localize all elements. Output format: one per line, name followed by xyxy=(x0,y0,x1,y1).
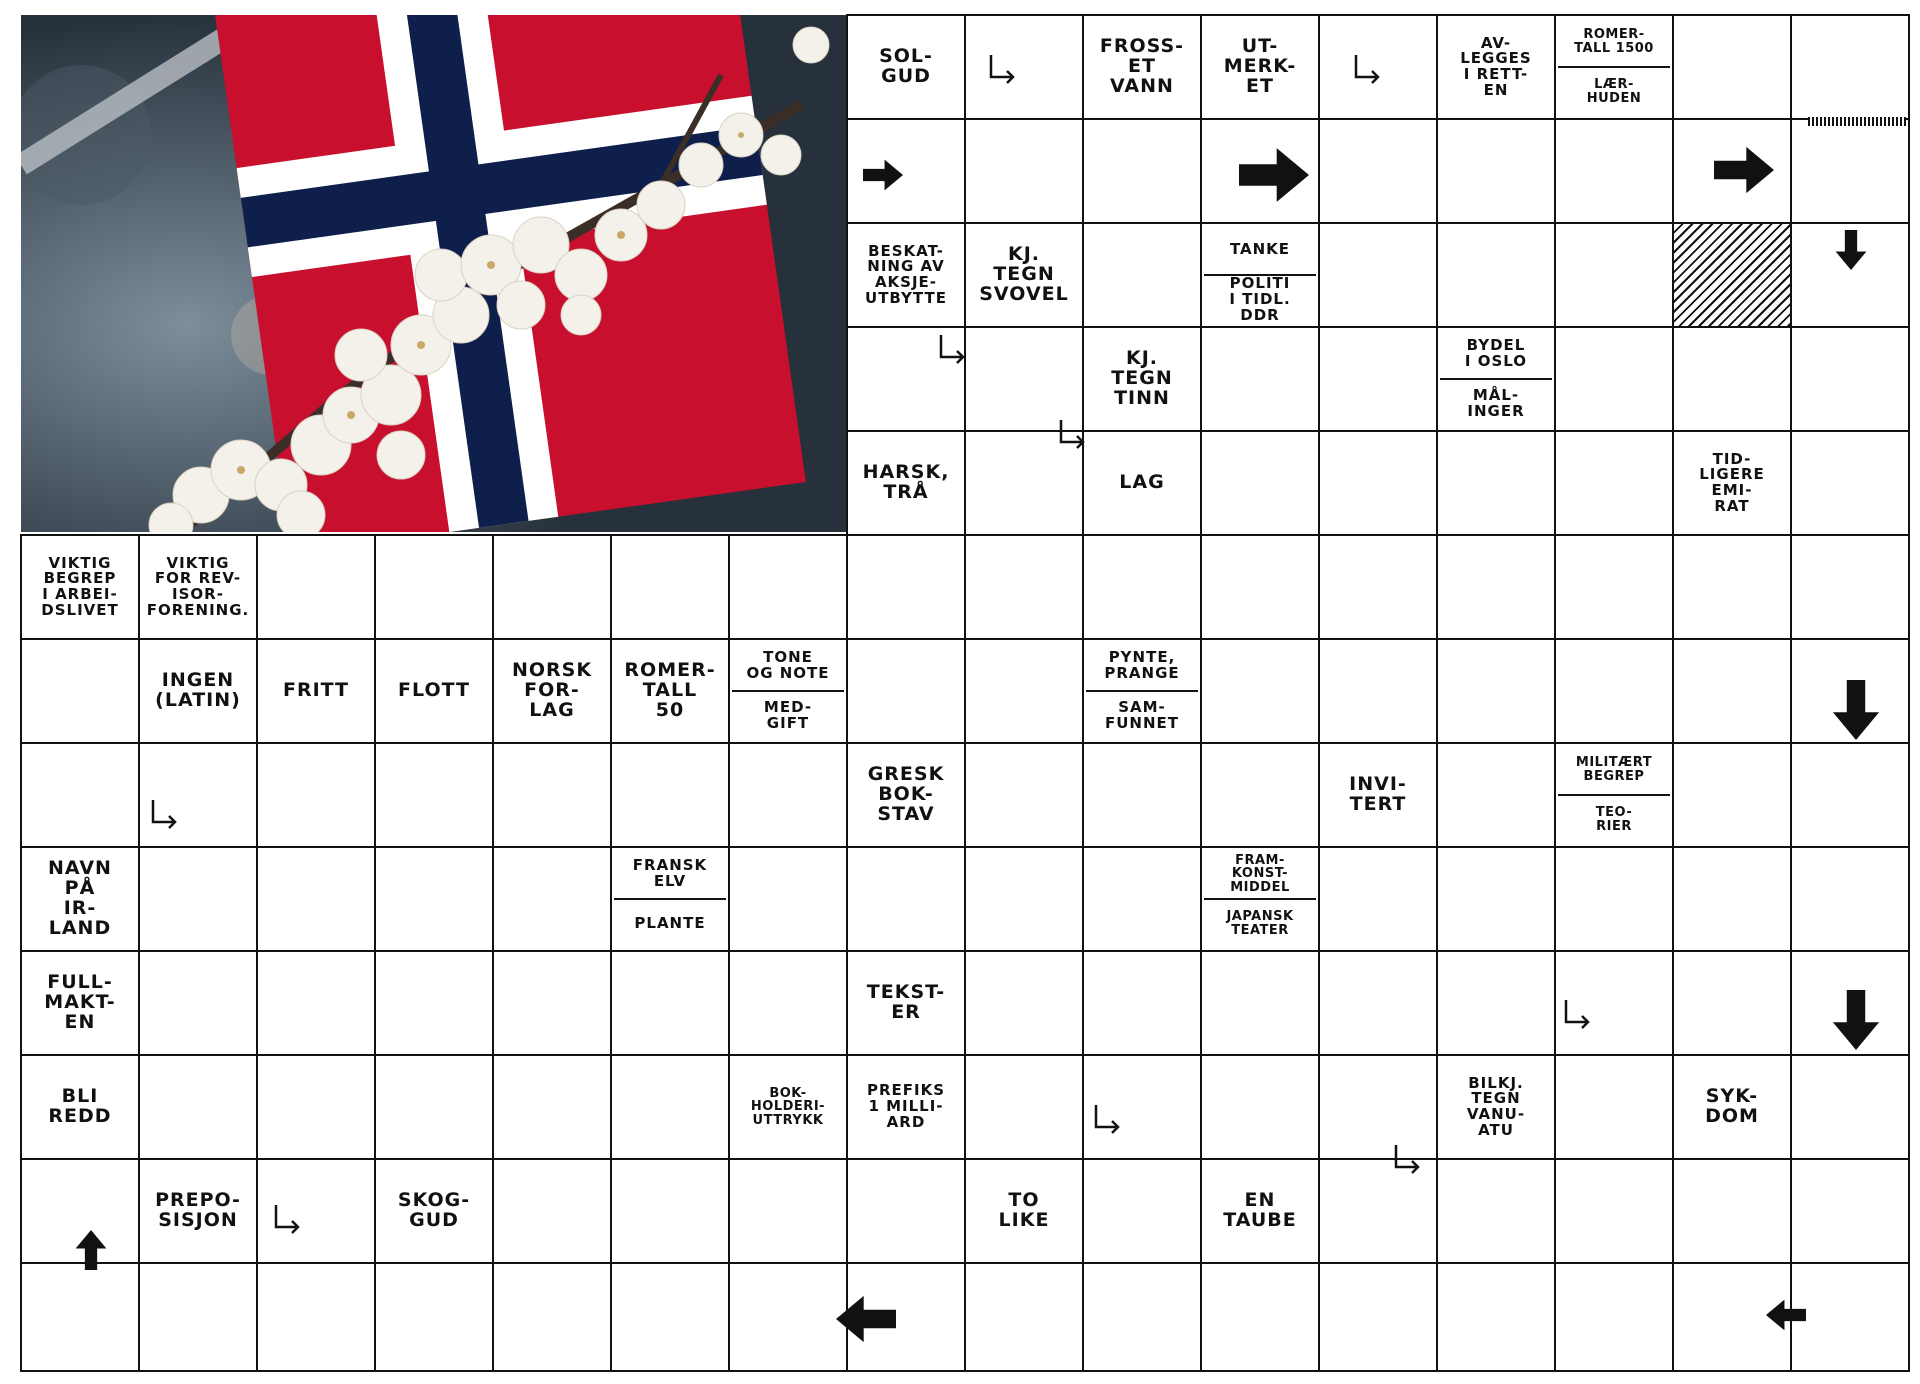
answer-cell[interactable] xyxy=(1082,222,1202,328)
answer-cell[interactable] xyxy=(1790,430,1910,536)
answer-cell[interactable] xyxy=(1436,950,1556,1056)
answer-cell[interactable] xyxy=(1318,534,1438,640)
clue-cell-norsk-forlag xyxy=(492,638,612,744)
bent-arrow-icon xyxy=(276,1205,277,1206)
answer-cell[interactable] xyxy=(138,846,258,952)
answer-cell[interactable] xyxy=(1318,638,1438,744)
answer-cell[interactable] xyxy=(1200,534,1320,640)
answer-cell[interactable] xyxy=(256,1054,376,1160)
answer-cell[interactable] xyxy=(610,742,730,848)
clue-cell-tanke-politi xyxy=(1200,222,1320,328)
clue-text: TID- LIGERE EMI- RAT xyxy=(1699,449,1765,515)
answer-cell[interactable] xyxy=(374,1262,494,1372)
answer-cell[interactable] xyxy=(492,742,612,848)
answer-cell[interactable] xyxy=(964,118,1084,224)
clue-text: TEO- RIER xyxy=(1558,794,1670,844)
answer-cell[interactable] xyxy=(1554,1262,1674,1372)
answer-cell[interactable] xyxy=(1082,1054,1202,1160)
clue-text: GRESK BOK- STAV xyxy=(867,763,945,825)
answer-cell[interactable] xyxy=(1554,1158,1674,1264)
answer-cell[interactable] xyxy=(1436,534,1556,640)
answer-cell[interactable] xyxy=(138,1054,258,1160)
answer-cell[interactable] xyxy=(846,326,966,432)
answer-cell[interactable] xyxy=(20,638,140,744)
answer-cell[interactable] xyxy=(610,1054,730,1160)
answer-cell[interactable] xyxy=(1672,326,1792,432)
arrow-icon xyxy=(896,1319,897,1320)
clue-text: TEKST- ER xyxy=(866,981,946,1023)
answer-cell[interactable] xyxy=(1672,950,1792,1056)
clue-cell-bokholderi xyxy=(728,1054,848,1160)
answer-cell[interactable] xyxy=(846,534,966,640)
answer-cell[interactable] xyxy=(1790,1158,1910,1264)
answer-cell[interactable] xyxy=(256,846,376,952)
clue-cell-kj-tegn-tinn xyxy=(1082,326,1202,432)
clue-text: UT- MERK- ET xyxy=(1223,35,1297,97)
clue-text: HARSK, TRÅ xyxy=(862,461,950,503)
answer-cell[interactable] xyxy=(610,950,730,1056)
clue-text: BYDEL I OSLO xyxy=(1464,336,1528,370)
clue-cell-bli-redd xyxy=(20,1054,140,1160)
answer-cell[interactable] xyxy=(1318,222,1438,328)
clue-cell-navn-pa-irland xyxy=(20,846,140,952)
bent-arrow-icon xyxy=(1566,1000,1567,1001)
answer-cell[interactable] xyxy=(1790,326,1910,432)
answer-cell[interactable] xyxy=(1436,638,1556,744)
clue-text: NAVN PÅ IR- LAND xyxy=(48,857,112,939)
clue-cell-frosset-vann xyxy=(1082,14,1202,120)
clue-cell-gresk-bokstav xyxy=(846,742,966,848)
answer-cell[interactable] xyxy=(728,1262,848,1372)
clue-cell-sykdom xyxy=(1672,1054,1792,1160)
arrow-icon xyxy=(1856,990,1857,991)
answer-cell[interactable] xyxy=(1554,638,1674,744)
answer-cell[interactable] xyxy=(1554,222,1674,328)
answer-cell[interactable] xyxy=(20,1262,140,1372)
answer-cell[interactable] xyxy=(1790,118,1910,224)
answer-cell[interactable] xyxy=(374,1054,494,1160)
answer-cell[interactable] xyxy=(1790,534,1910,640)
clue-cell-framkonstmiddel-japansk xyxy=(1200,846,1320,952)
answer-cell[interactable] xyxy=(1082,742,1202,848)
answer-cell[interactable] xyxy=(256,1158,376,1264)
clue-cell-romertall-1500-laerhuden xyxy=(1554,14,1674,120)
arrow-icon xyxy=(1856,680,1857,681)
answer-cell[interactable] xyxy=(1318,1054,1438,1160)
arrow-icon xyxy=(863,175,864,176)
clue-cell-lag xyxy=(1082,430,1202,536)
clue-cell-preposisjon xyxy=(138,1158,258,1264)
arrow-icon xyxy=(91,1270,92,1271)
clue-text: EN TAUBE xyxy=(1223,1189,1297,1231)
clue-cell-invitert xyxy=(1318,742,1438,848)
bent-arrow-icon xyxy=(941,335,942,336)
answer-cell[interactable] xyxy=(846,846,966,952)
clue-text: FULL- MAKT- EN xyxy=(44,971,116,1033)
clue-text: ROMER- TALL 50 xyxy=(624,659,716,721)
clue-text: BILKJ. TEGN VANU- ATU xyxy=(1466,1073,1526,1139)
clue-text: TO LIKE xyxy=(998,1189,1050,1231)
answer-cell[interactable] xyxy=(1672,638,1792,744)
clue-text: SYK- DOM xyxy=(1705,1085,1759,1127)
arrow-icon xyxy=(1714,170,1715,171)
arrow-icon xyxy=(1806,1315,1807,1316)
answer-cell[interactable] xyxy=(1436,1262,1556,1372)
answer-cell[interactable] xyxy=(256,742,376,848)
answer-cell[interactable] xyxy=(728,534,848,640)
bent-arrow-icon xyxy=(1396,1145,1397,1146)
answer-cell[interactable] xyxy=(728,846,848,952)
clue-cell-en-taube xyxy=(1200,1158,1320,1264)
answer-cell[interactable] xyxy=(846,1158,966,1264)
clue-text: SAM- FUNNET xyxy=(1086,690,1198,740)
answer-cell[interactable] xyxy=(1790,742,1910,848)
answer-cell[interactable] xyxy=(964,1054,1084,1160)
answer-cell[interactable] xyxy=(964,14,1084,120)
arrow-icon xyxy=(1239,175,1240,176)
clue-cell-harsk-tra xyxy=(846,430,966,536)
answer-cell[interactable] xyxy=(492,846,612,952)
answer-cell[interactable] xyxy=(1554,534,1674,640)
answer-cell[interactable] xyxy=(256,534,376,640)
clue-text: LAG xyxy=(1119,471,1165,494)
answer-cell[interactable] xyxy=(1082,1262,1202,1372)
answer-cell[interactable] xyxy=(1554,118,1674,224)
answer-cell[interactable] xyxy=(1672,14,1792,120)
hatched-strip xyxy=(1808,117,1906,126)
clue-text: JAPANSK TEATER xyxy=(1204,898,1316,948)
answer-cell[interactable] xyxy=(610,1158,730,1264)
answer-cell[interactable] xyxy=(964,638,1084,744)
clue-cell-fullmakten xyxy=(20,950,140,1056)
clue-cell-ingen-latin xyxy=(138,638,258,744)
answer-cell[interactable] xyxy=(728,950,848,1056)
clue-cell-viktig-begrep xyxy=(20,534,140,640)
clue-text: PYNTE, PRANGE xyxy=(1104,648,1180,682)
clue-cell-kj-tegn-svovel xyxy=(964,222,1084,328)
clue-text: PLANTE xyxy=(614,898,726,948)
answer-cell[interactable] xyxy=(964,846,1084,952)
answer-cell[interactable] xyxy=(1318,14,1438,120)
clue-cell-beskatning xyxy=(846,222,966,328)
answer-cell[interactable] xyxy=(846,638,966,744)
answer-cell[interactable] xyxy=(728,742,848,848)
clue-text: KJ. TEGN SVOVEL xyxy=(979,243,1069,305)
answer-cell[interactable] xyxy=(964,326,1084,432)
answer-cell[interactable] xyxy=(1318,118,1438,224)
answer-cell[interactable] xyxy=(1200,742,1320,848)
clue-cell-to-like xyxy=(964,1158,1084,1264)
clue-text: MED- GIFT xyxy=(732,690,844,740)
answer-cell[interactable] xyxy=(1200,1054,1320,1160)
bent-arrow-icon xyxy=(1096,1105,1097,1106)
answer-cell[interactable] xyxy=(610,534,730,640)
answer-cell[interactable] xyxy=(256,950,376,1056)
answer-cell[interactable] xyxy=(1790,1262,1910,1372)
answer-cell[interactable] xyxy=(1790,1054,1910,1160)
clue-cell-flott xyxy=(374,638,494,744)
answer-cell[interactable] xyxy=(1554,1054,1674,1160)
answer-cell[interactable] xyxy=(610,1262,730,1372)
clue-cell-prefiks-milliard xyxy=(846,1054,966,1160)
answer-cell[interactable] xyxy=(138,1262,258,1372)
answer-cell[interactable] xyxy=(964,430,1084,536)
answer-cell[interactable] xyxy=(374,846,494,952)
answer-cell[interactable] xyxy=(1318,1262,1438,1372)
answer-cell[interactable] xyxy=(1554,430,1674,536)
answer-cell[interactable] xyxy=(1082,846,1202,952)
clue-text: ROMER- TALL 1500 xyxy=(1574,27,1654,56)
answer-cell[interactable] xyxy=(964,534,1084,640)
answer-cell[interactable] xyxy=(964,950,1084,1056)
norwegian-flag-photo xyxy=(21,15,846,532)
arrow-icon xyxy=(1851,230,1852,231)
clue-text: INGEN (LATIN) xyxy=(155,669,241,711)
clue-text: PREPO- SISJON xyxy=(155,1189,241,1231)
clue-text: FRAM- KONST- MIDDEL xyxy=(1230,852,1290,895)
blocked-cell xyxy=(1672,222,1792,328)
clue-text: TONE OG NOTE xyxy=(746,648,830,682)
answer-cell[interactable] xyxy=(1200,950,1320,1056)
clue-text: TANKE xyxy=(1229,240,1291,259)
clue-cell-tekster xyxy=(846,950,966,1056)
answer-cell[interactable] xyxy=(1318,430,1438,536)
bent-arrow-icon xyxy=(991,55,992,56)
answer-cell[interactable] xyxy=(492,1262,612,1372)
clue-cell-pynte-samfunnet xyxy=(1082,638,1202,744)
answer-cell[interactable] xyxy=(1790,14,1910,120)
clue-text: BOK- HOLDERI- UTTRYKK xyxy=(750,1085,826,1128)
clue-text: AV- LEGGES I RETT- EN xyxy=(1460,33,1532,99)
clue-text: KJ. TEGN TINN xyxy=(1111,347,1173,409)
answer-cell[interactable] xyxy=(964,1262,1084,1372)
clue-cell-skoggud xyxy=(374,1158,494,1264)
answer-cell[interactable] xyxy=(374,742,494,848)
clue-text: POLITI I TIDL. DDR xyxy=(1204,274,1316,324)
crossword-grid xyxy=(21,15,1909,1371)
answer-cell[interactable] xyxy=(1200,430,1320,536)
answer-cell[interactable] xyxy=(1554,846,1674,952)
answer-cell[interactable] xyxy=(1318,1158,1438,1264)
answer-cell[interactable] xyxy=(374,950,494,1056)
clue-text: INVI- TERT xyxy=(1349,773,1407,815)
answer-cell[interactable] xyxy=(1436,1158,1556,1264)
bent-arrow-icon xyxy=(1061,420,1062,421)
answer-cell[interactable] xyxy=(964,742,1084,848)
answer-cell[interactable] xyxy=(492,1158,612,1264)
clue-cell-avlegges-i-retten xyxy=(1436,14,1556,120)
answer-cell[interactable] xyxy=(1672,846,1792,952)
clue-text: VIKTIG FOR REV- ISOR- FORENING. xyxy=(146,553,250,619)
answer-cell[interactable] xyxy=(1200,326,1320,432)
bent-arrow-icon xyxy=(1356,55,1357,56)
clue-cell-romertall-50 xyxy=(610,638,730,744)
clue-cell-tone-medgift xyxy=(728,638,848,744)
clue-text: FRITT xyxy=(282,679,350,702)
answer-cell[interactable] xyxy=(1436,742,1556,848)
answer-cell[interactable] xyxy=(1200,638,1320,744)
answer-cell[interactable] xyxy=(492,534,612,640)
clue-text: FRANSK ELV xyxy=(632,856,708,890)
answer-cell[interactable] xyxy=(1082,1158,1202,1264)
clue-cell-militaert-teorier xyxy=(1554,742,1674,848)
bent-arrow-icon xyxy=(153,800,154,801)
answer-cell[interactable] xyxy=(1554,950,1674,1056)
answer-cell[interactable] xyxy=(1200,1262,1320,1372)
clue-cell-viktig-revisor xyxy=(138,534,258,640)
clue-cell-bydel-malinger xyxy=(1436,326,1556,432)
answer-cell[interactable] xyxy=(728,1158,848,1264)
answer-cell[interactable] xyxy=(1318,950,1438,1056)
answer-cell[interactable] xyxy=(374,534,494,640)
answer-cell[interactable] xyxy=(1436,846,1556,952)
answer-cell[interactable] xyxy=(1082,534,1202,640)
clue-text: SOL- GUD xyxy=(879,45,933,87)
flag-blossom-image xyxy=(21,15,846,532)
clue-text: FROSS- ET VANN xyxy=(1099,35,1185,97)
answer-cell[interactable] xyxy=(1436,222,1556,328)
clue-cell-fritt xyxy=(256,638,376,744)
answer-cell[interactable] xyxy=(1554,326,1674,432)
answer-cell[interactable] xyxy=(138,950,258,1056)
clue-text: LÆR- HUDEN xyxy=(1558,66,1670,116)
answer-cell[interactable] xyxy=(1672,742,1792,848)
clue-text: FLOTT xyxy=(398,679,470,702)
answer-cell[interactable] xyxy=(1436,430,1556,536)
answer-cell[interactable] xyxy=(1318,326,1438,432)
clue-text: BLI REDD xyxy=(48,1085,112,1127)
clue-text: BESKAT- NING AV AKSJE- UTBYTTE xyxy=(865,241,947,307)
answer-cell[interactable] xyxy=(1082,118,1202,224)
clue-text: VIKTIG BEGREP I ARBEI- DSLIVET xyxy=(41,553,119,619)
clue-text: PREFIKS 1 MILLI- ARD xyxy=(866,1081,946,1131)
clue-cell-fransk-elv-plante xyxy=(610,846,730,952)
answer-cell[interactable] xyxy=(1318,846,1438,952)
answer-cell[interactable] xyxy=(1790,846,1910,952)
answer-cell[interactable] xyxy=(1672,534,1792,640)
answer-cell[interactable] xyxy=(492,950,612,1056)
answer-cell[interactable] xyxy=(256,1262,376,1372)
answer-cell[interactable] xyxy=(1436,118,1556,224)
clue-cell-utmerket xyxy=(1200,14,1320,120)
answer-cell[interactable] xyxy=(138,742,258,848)
clue-text: SKOG- GUD xyxy=(397,1189,471,1231)
clue-text: MÅL- INGER xyxy=(1440,378,1552,428)
answer-cell[interactable] xyxy=(1672,1158,1792,1264)
clue-cell-tidligere-emirat xyxy=(1672,430,1792,536)
clue-cell-sol-gud xyxy=(846,14,966,120)
answer-cell[interactable] xyxy=(492,1054,612,1160)
clue-text: MILITÆRT BEGREP xyxy=(1575,755,1653,784)
answer-cell[interactable] xyxy=(20,742,140,848)
answer-cell[interactable] xyxy=(1082,950,1202,1056)
clue-cell-bilkj-vanuatu xyxy=(1436,1054,1556,1160)
clue-text: NORSK FOR- LAG xyxy=(511,659,593,721)
